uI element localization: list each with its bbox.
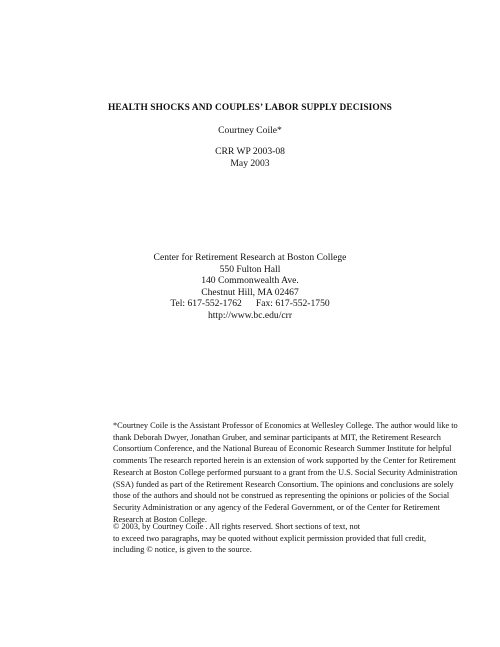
footnote-line: Security Administration or any agency of the Federal Government, or of the Center for Retirement (113, 502, 440, 512)
copyright-notice (113, 521, 427, 556)
copyright-line: including © notice, is given to the source. (113, 545, 252, 555)
contact-numbers (0, 298, 500, 310)
institution-name: Center for Retirement Research at Boston College (153, 252, 347, 263)
copyright-line: © 2003, by Courtney Coile . All rights reserved. Short sections of text, not (113, 522, 361, 531)
telephone-number: Tel: 617-552-1762 (170, 298, 242, 309)
footnote-line: *Courtney Coile is the Assistant Professor of Economics at Wellesley College. The author would like to (113, 421, 458, 430)
paper-title: HEALTH SHOCKS AND COUPLES’ LABOR SUPPLY DECISIONS (108, 103, 392, 113)
working-paper-number: CRR WP 2003-08 (215, 146, 285, 157)
address-street: 140 Commonwealth Ave. (201, 275, 299, 286)
working-paper-date: May 2003 (230, 157, 270, 169)
working-paper-info (0, 146, 500, 169)
institution-address (0, 252, 500, 321)
footnote-line: Consortium Conference, and the National Bureau of Economic Research Summer Institute for helpful (113, 444, 452, 454)
copyright-line: to exceed two paragraphs, may be quoted without explicit permission provided that full credit, (113, 533, 427, 543)
author-footnote (113, 420, 458, 525)
footnote-line: Research at Boston College performed pursuant to a grant from the U.S. Social Security Administration (113, 467, 458, 477)
footnote-line: comments The research reported herein is an extension of work supported by the Center for Retirement (113, 456, 456, 466)
website-link[interactable]: http://www.bc.edu/crr (207, 309, 293, 321)
address-building: 550 Fulton Hall (219, 263, 281, 275)
footnote-line: Research at Boston College. (113, 514, 208, 524)
footnote-line: those of the authors and should not be construed as representing the opinions or policies of the Social (113, 491, 450, 501)
address-city: Chestnut Hill, MA 02467 (201, 286, 299, 298)
author-name: Courtney Coile* (218, 125, 282, 136)
footnote-line: (SSA) funded as part of the Retirement Research Consortium. The opinions and conclusions are solely (113, 479, 454, 489)
footnote-line: thank Deborah Dwyer, Jonathan Gruber, and seminar participants at MIT, the Retirement Research (113, 432, 441, 442)
fax-number: Fax: 617-552-1750 (255, 298, 330, 309)
